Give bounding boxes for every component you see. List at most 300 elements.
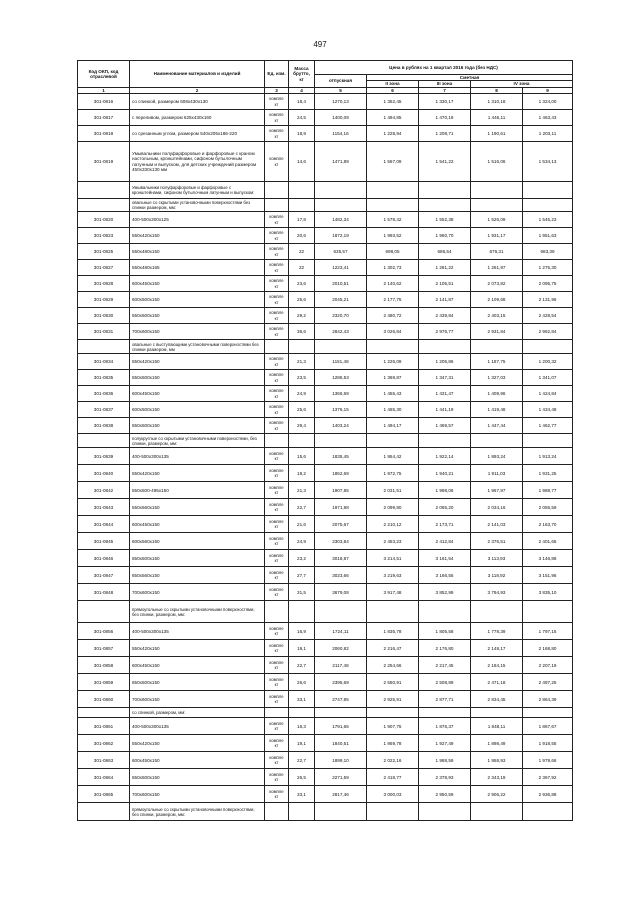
price-zone2-cell: 1 205,86	[419, 354, 471, 370]
header-zone3: III зона	[419, 81, 471, 87]
unit-cell: компле кт	[265, 292, 289, 308]
table-row	[78, 735, 573, 752]
price-zone3-cell: 1 931,17	[471, 228, 523, 244]
price-zone2-cell: 1 998,06	[419, 482, 471, 499]
price-zone3-cell: 1 327,03	[471, 370, 523, 386]
price-zone4-cell: 1 867,67	[523, 718, 573, 735]
price-zone3-cell: 2 148,17	[471, 640, 523, 657]
price-zone3-cell: 1 526,09	[471, 212, 523, 228]
mass-cell: 27,7	[289, 567, 315, 584]
mass-cell: 26,6	[289, 674, 315, 691]
table-row	[78, 769, 573, 786]
name-cell: Умывальники полуфарфоровые и фарфоровые с краном настольным, кронштейнами, сифоном бутылочным латунным и выпуском, для детских учреждений размером 450х330х130 мм	[130, 142, 265, 182]
price-cell	[471, 199, 523, 212]
price-zone4-cell: 1 341,07	[523, 370, 573, 386]
code-cell: 301-0837	[78, 402, 130, 418]
price-zone4-cell: 1 462,77	[523, 418, 573, 434]
price-cell	[315, 199, 367, 212]
code-cell: 301-0865	[78, 786, 130, 803]
code-cell: 301-0857	[78, 640, 130, 657]
name-cell: 550х500х150	[130, 370, 265, 386]
price-release-cell: 1791,66	[315, 718, 367, 735]
unit-cell: компле кт	[265, 465, 289, 482]
name-cell: 600х560х150	[130, 533, 265, 550]
price-zone4-cell: 3 146,88	[523, 550, 573, 567]
mass-cell	[289, 340, 315, 354]
price-zone3-cell: 1 958,93	[471, 752, 523, 769]
price-zone1-cell: 1 465,30	[367, 402, 419, 418]
price-zone3-cell: 3 113,93	[471, 550, 523, 567]
name-cell: 550х420х150	[130, 465, 265, 482]
column-number: 5	[315, 87, 367, 93]
price-zone2-cell: 1 470,19	[419, 110, 471, 126]
price-zone3-cell: 3 794,93	[471, 584, 523, 601]
unit-cell: компле кт	[265, 674, 289, 691]
table-row	[78, 308, 573, 324]
mass-cell: 21,3	[289, 354, 315, 370]
price-release-cell: 635,57	[315, 244, 367, 260]
price-zone1-cell: 1 369,87	[367, 370, 419, 386]
unit-cell: компле кт	[265, 769, 289, 786]
name-cell: 700х600х150	[130, 786, 265, 803]
code-cell: 301-0834	[78, 354, 130, 370]
price-zone2-cell: 2 105,51	[419, 276, 471, 292]
name-cell: 650х500х150	[130, 308, 265, 324]
mass-cell: 23,2	[289, 550, 315, 567]
price-zone1-cell: 2 022,16	[367, 752, 419, 769]
table-row	[78, 244, 573, 260]
price-zone3-cell: 2 141,03	[471, 516, 523, 533]
table-row	[78, 657, 573, 674]
price-zone3-cell: 2 109,68	[471, 292, 523, 308]
name-cell: прямоугольные со скрытыми установочными поверхностями, без спинки, размером, мм:	[130, 803, 265, 821]
price-zone1-cell: 1 494,85	[367, 110, 419, 126]
price-release-cell: 1366,69	[315, 386, 367, 402]
code-cell: 301-0844	[78, 516, 130, 533]
table-row	[78, 533, 573, 550]
price-zone4-cell: 2 864,39	[523, 691, 573, 708]
name-cell: со спинкой, размером, мм:	[130, 708, 265, 718]
mass-cell	[289, 182, 315, 199]
name-cell: 650х500х150	[130, 418, 265, 434]
unit-cell: компле кт	[265, 499, 289, 516]
price-zone2-cell: 1 441,19	[419, 402, 471, 418]
unit-cell: компле кт	[265, 623, 289, 640]
unit-cell: компле кт	[265, 735, 289, 752]
price-zone2-cell: 686,54	[419, 244, 471, 260]
price-release-cell: 2075,67	[315, 516, 367, 533]
code-cell: 301-0820	[78, 212, 130, 228]
price-zone2-cell: 2 176,80	[419, 640, 471, 657]
price-cell	[471, 601, 523, 623]
header-zone4: IV зона	[471, 81, 573, 87]
name-cell: 600х450х150	[130, 276, 265, 292]
price-zone4-cell: 1 545,23	[523, 212, 573, 228]
price-zone3-cell: 2 343,19	[471, 769, 523, 786]
price-zone2-cell: 1 940,21	[419, 465, 471, 482]
price-zone4-cell: 2 401,65	[523, 533, 573, 550]
price-zone1-cell: 1 226,09	[367, 354, 419, 370]
price-zone3-cell: 1 190,61	[471, 126, 523, 142]
price-zone4-cell: 1 988,77	[523, 482, 573, 499]
table-row	[78, 94, 573, 110]
unit-cell: компле кт	[265, 212, 289, 228]
unit-cell: компле кт	[265, 276, 289, 292]
price-release-cell: 2303,84	[315, 533, 367, 550]
price-cell	[419, 199, 471, 212]
mass-cell: 25,6	[289, 402, 315, 418]
code-cell: 301-0831	[78, 324, 130, 340]
unit-cell	[265, 340, 289, 354]
price-zone1-cell: 2 550,91	[367, 674, 419, 691]
table-row	[78, 550, 573, 567]
header-code: Код ОКП, код отраслевой	[78, 61, 130, 88]
mass-cell: 33,1	[289, 691, 315, 708]
price-zone3-cell: 1 310,18	[471, 94, 523, 110]
price-release-cell: 2842,43	[315, 324, 367, 340]
table-row	[78, 324, 573, 340]
mass-cell: 22,7	[289, 657, 315, 674]
column-number: 3	[265, 87, 289, 93]
mass-cell: 23,6	[289, 276, 315, 292]
unit-cell: компле кт	[265, 786, 289, 803]
table-row	[78, 516, 573, 533]
section-row	[78, 708, 573, 718]
price-cell	[315, 708, 367, 718]
table-row	[78, 402, 573, 418]
code-cell: 301-0830	[78, 308, 130, 324]
name-cell: 600х500х150	[130, 402, 265, 418]
price-table	[77, 60, 573, 821]
code-cell: 301-0827	[78, 260, 130, 276]
price-zone3-cell: 1 848,11	[471, 718, 523, 735]
table-row	[78, 126, 573, 142]
name-cell: 400-500х300х135	[130, 448, 265, 465]
price-zone2-cell: 1 927,49	[419, 735, 471, 752]
name-cell: 600х450х150	[130, 386, 265, 402]
price-zone1-cell: 1 835,78	[367, 623, 419, 640]
price-zone1-cell: 1 228,94	[367, 126, 419, 142]
price-zone1-cell: 2 480,72	[367, 308, 419, 324]
unit-cell: компле кт	[265, 567, 289, 584]
header-name: Наименование материалов и изделий	[130, 61, 265, 88]
code-cell: 301-0817	[78, 110, 130, 126]
name-cell: 400-500х300х135	[130, 623, 265, 640]
price-cell	[315, 803, 367, 821]
table-row	[78, 448, 573, 465]
price-cell	[367, 601, 419, 623]
name-cell: 600х450х150	[130, 752, 265, 769]
mass-cell: 14,6	[289, 142, 315, 182]
price-zone2-cell: 2 877,71	[419, 691, 471, 708]
unit-cell: компле кт	[265, 752, 289, 769]
price-zone2-cell: 3 166,55	[419, 567, 471, 584]
price-zone4-cell: 1 797,15	[523, 623, 573, 640]
price-zone1-cell: 2 216,47	[367, 640, 419, 657]
price-zone1-cell: 1 567,09	[367, 142, 419, 182]
header-release: отпускная	[315, 75, 367, 88]
unit-cell: компле кт	[265, 244, 289, 260]
table-row	[78, 674, 573, 691]
unit-cell: компле кт	[265, 260, 289, 276]
price-zone4-cell: 1 324,00	[523, 94, 573, 110]
name-cell: 400-500х300х135	[130, 718, 265, 735]
price-release-cell: 2747,85	[315, 691, 367, 708]
name-cell: овальные со скрытыми установочными поверхностями без спинки размером, мм:	[130, 199, 265, 212]
price-cell	[419, 434, 471, 448]
price-zone4-cell: 2 962,84	[523, 324, 573, 340]
price-cell	[523, 434, 573, 448]
unit-cell: компле кт	[265, 142, 289, 182]
price-zone1-cell: 2 925,91	[367, 691, 419, 708]
header-price-title: Цена в рублях на 1 квартал 2016 года (без НДС)	[315, 61, 573, 75]
table-row	[78, 418, 573, 434]
mass-cell: 22,7	[289, 499, 315, 516]
price-zone2-cell: 1 960,70	[419, 228, 471, 244]
price-zone3-cell: 1 911,03	[471, 465, 523, 482]
name-cell: 650х500х150	[130, 769, 265, 786]
header-mass: Масса брутто, кг	[289, 61, 315, 88]
name-cell: 400-500х300х125	[130, 212, 265, 228]
code-cell: 301-0861	[78, 718, 130, 735]
section-row	[78, 601, 573, 623]
price-release-cell: 3023,66	[315, 567, 367, 584]
price-cell	[367, 803, 419, 821]
unit-cell: компле кт	[265, 308, 289, 324]
table-row	[78, 499, 573, 516]
price-zone1-cell: 1 954,42	[367, 448, 419, 465]
name-cell: полукруглые со скрытыми установочными поверхностями, без спинки, размером, мм:	[130, 434, 265, 448]
price-zone2-cell: 1 552,38	[419, 212, 471, 228]
table-row	[78, 354, 573, 370]
price-release-cell: 1286,53	[315, 370, 367, 386]
price-zone3-cell: 1 898,49	[471, 735, 523, 752]
name-cell: 550х480х150	[130, 244, 265, 260]
price-cell	[419, 340, 471, 354]
price-zone3-cell: 676,31	[471, 244, 523, 260]
price-zone4-cell: 2 168,80	[523, 640, 573, 657]
price-cell	[523, 803, 573, 821]
price-release-cell: 2117,48	[315, 657, 367, 674]
price-zone2-cell: 2 378,93	[419, 769, 471, 786]
code-cell: 301-0864	[78, 769, 130, 786]
unit-cell	[265, 199, 289, 212]
price-zone4-cell: 2 095,75	[523, 276, 573, 292]
code-cell	[78, 434, 130, 448]
table-row	[78, 640, 573, 657]
mass-cell: 24,5	[289, 110, 315, 126]
price-zone4-cell: 1 424,84	[523, 386, 573, 402]
price-zone1-cell: 2 453,23	[367, 533, 419, 550]
price-zone1-cell: 3 219,63	[367, 567, 419, 584]
price-cell	[523, 340, 573, 354]
table-row	[78, 260, 573, 276]
price-zone3-cell: 1 967,97	[471, 482, 523, 499]
code-cell: 301-0860	[78, 691, 130, 708]
unit-cell: компле кт	[265, 354, 289, 370]
price-zone1-cell: 1 302,73	[367, 260, 419, 276]
price-zone4-cell: 2 367,92	[523, 769, 573, 786]
price-zone4-cell: 1 979,66	[523, 752, 573, 769]
price-cell	[523, 199, 573, 212]
price-cell	[471, 182, 523, 199]
price-release-cell: 1872,19	[315, 228, 367, 244]
price-zone1-cell: 2 210,12	[367, 516, 419, 533]
name-cell: овальные с выступающими установочными поверхностями без спинки размером, мм	[130, 340, 265, 354]
price-cell	[367, 434, 419, 448]
header-unit: Ед. изм.	[265, 61, 289, 88]
section-row	[78, 199, 573, 212]
mass-cell	[289, 803, 315, 821]
price-cell	[315, 340, 367, 354]
price-zone1-cell: 1 455,43	[367, 386, 419, 402]
code-cell	[78, 199, 130, 212]
mass-cell: 22,7	[289, 752, 315, 769]
price-cell	[367, 708, 419, 718]
price-release-cell: 1403,24	[315, 418, 367, 434]
price-zone2-cell: 1 922,14	[419, 448, 471, 465]
unit-cell: компле кт	[265, 370, 289, 386]
unit-cell: компле кт	[265, 718, 289, 735]
table-row	[78, 386, 573, 402]
unit-cell: компле кт	[265, 324, 289, 340]
price-zone1-cell: 3 917,48	[367, 584, 419, 601]
price-release-cell: 1223,41	[315, 260, 367, 276]
mass-cell: 24,9	[289, 533, 315, 550]
price-cell	[523, 708, 573, 718]
mass-cell: 25,6	[289, 292, 315, 308]
code-cell: 301-0838	[78, 418, 130, 434]
price-zone4-cell: 2 936,88	[523, 786, 573, 803]
price-zone3-cell: 1 187,75	[471, 354, 523, 370]
unit-cell: компле кт	[265, 584, 289, 601]
column-number: 7	[419, 87, 471, 93]
price-zone2-cell: 3 852,99	[419, 584, 471, 601]
name-cell: Умывальники полуфарфоровые и фарфоровые с кронштейнами, сифоном бутылочным латунным и выпуском:	[130, 182, 265, 199]
code-cell: 301-0843	[78, 499, 130, 516]
mass-cell: 33,1	[289, 786, 315, 803]
price-release-cell: 1151,48	[315, 354, 367, 370]
name-cell: 700х600х150	[130, 584, 265, 601]
price-zone2-cell: 1 541,22	[419, 142, 471, 182]
price-release-cell: 1400,09	[315, 110, 367, 126]
price-release-cell: 1907,85	[315, 482, 367, 499]
unit-cell	[265, 434, 289, 448]
code-cell: 301-0863	[78, 752, 130, 769]
price-zone4-cell: 2 131,96	[523, 292, 573, 308]
unit-cell: компле кт	[265, 228, 289, 244]
code-cell: 301-0828	[78, 276, 130, 292]
unit-cell	[265, 708, 289, 718]
price-zone1-cell: 3 026,84	[367, 324, 419, 340]
price-release-cell: 1971,98	[315, 499, 367, 516]
name-cell: 650х500х150	[130, 550, 265, 567]
table-row	[78, 718, 573, 735]
code-cell: 301-0835	[78, 370, 130, 386]
price-zone1-cell: 2 177,75	[367, 292, 419, 308]
code-cell: 301-0816	[78, 94, 130, 110]
price-zone2-cell: 2 173,71	[419, 516, 471, 533]
price-cell	[419, 182, 471, 199]
name-cell: 600х450х150	[130, 657, 265, 674]
page-number: 497	[313, 40, 327, 49]
table-row	[78, 482, 573, 499]
price-zone2-cell: 1 330,17	[419, 94, 471, 110]
unit-cell: компле кт	[265, 448, 289, 465]
price-zone3-cell: 2 376,51	[471, 533, 523, 550]
code-cell: 301-0842	[78, 482, 130, 499]
price-zone4-cell: 1 951,63	[523, 228, 573, 244]
price-zone4-cell: 683,39	[523, 244, 573, 260]
mass-cell: 24,9	[289, 386, 315, 402]
unit-cell: компле кт	[265, 94, 289, 110]
mass-cell: 23,5	[289, 370, 315, 386]
price-zone2-cell: 2 217,45	[419, 657, 471, 674]
table-row	[78, 786, 573, 803]
price-zone4-cell: 1 463,43	[523, 110, 573, 126]
price-zone3-cell: 2 034,16	[471, 499, 523, 516]
mass-cell	[289, 708, 315, 718]
price-zone1-cell: 2 418,77	[367, 769, 419, 786]
price-zone1-cell: 1 959,78	[367, 735, 419, 752]
name-cell: 550х480х165	[130, 260, 265, 276]
price-zone1-cell: 2 140,62	[367, 276, 419, 292]
column-number: 4	[289, 87, 315, 93]
price-zone4-cell: 1 913,24	[523, 448, 573, 465]
price-zone3-cell: 1 893,24	[471, 448, 523, 465]
name-cell: 600х500х150	[130, 292, 265, 308]
price-zone2-cell: 1 988,59	[419, 752, 471, 769]
price-release-cell: 2060,82	[315, 640, 367, 657]
price-zone4-cell: 1 931,25	[523, 465, 573, 482]
unit-cell: компле кт	[265, 533, 289, 550]
price-zone3-cell: 2 931,84	[471, 324, 523, 340]
price-zone1-cell: 3 214,51	[367, 550, 419, 567]
code-cell	[78, 803, 130, 821]
table-row	[78, 623, 573, 640]
price-cell	[471, 708, 523, 718]
table-row	[78, 567, 573, 584]
price-zone4-cell: 1 434,48	[523, 402, 573, 418]
table-row	[78, 691, 573, 708]
column-number: 9	[523, 87, 573, 93]
price-cell	[419, 708, 471, 718]
name-cell: 550х420х150	[130, 228, 265, 244]
price-zone1-cell: 3 000,03	[367, 786, 419, 803]
name-cell: 550х560х150	[130, 499, 265, 516]
header-zone2: II зона	[367, 81, 419, 87]
price-cell	[523, 601, 573, 623]
price-cell	[315, 434, 367, 448]
table-row	[78, 212, 573, 228]
code-cell: 301-0848	[78, 584, 130, 601]
price-cell	[523, 182, 573, 199]
code-cell	[78, 182, 130, 199]
unit-cell: компле кт	[265, 482, 289, 499]
code-cell: 301-0819	[78, 142, 130, 182]
code-cell: 301-0846	[78, 550, 130, 567]
price-zone1-cell: 1 972,75	[367, 465, 419, 482]
price-zone3-cell: 1 261,97	[471, 260, 523, 276]
price-zone1-cell: 1 993,52	[367, 228, 419, 244]
mass-cell: 16,9	[289, 623, 315, 640]
section-row	[78, 182, 573, 199]
table-row	[78, 276, 573, 292]
price-zone4-cell: 2 497,25	[523, 674, 573, 691]
table-row	[78, 292, 573, 308]
price-zone3-cell: 2 471,18	[471, 674, 523, 691]
table-row	[78, 110, 573, 126]
